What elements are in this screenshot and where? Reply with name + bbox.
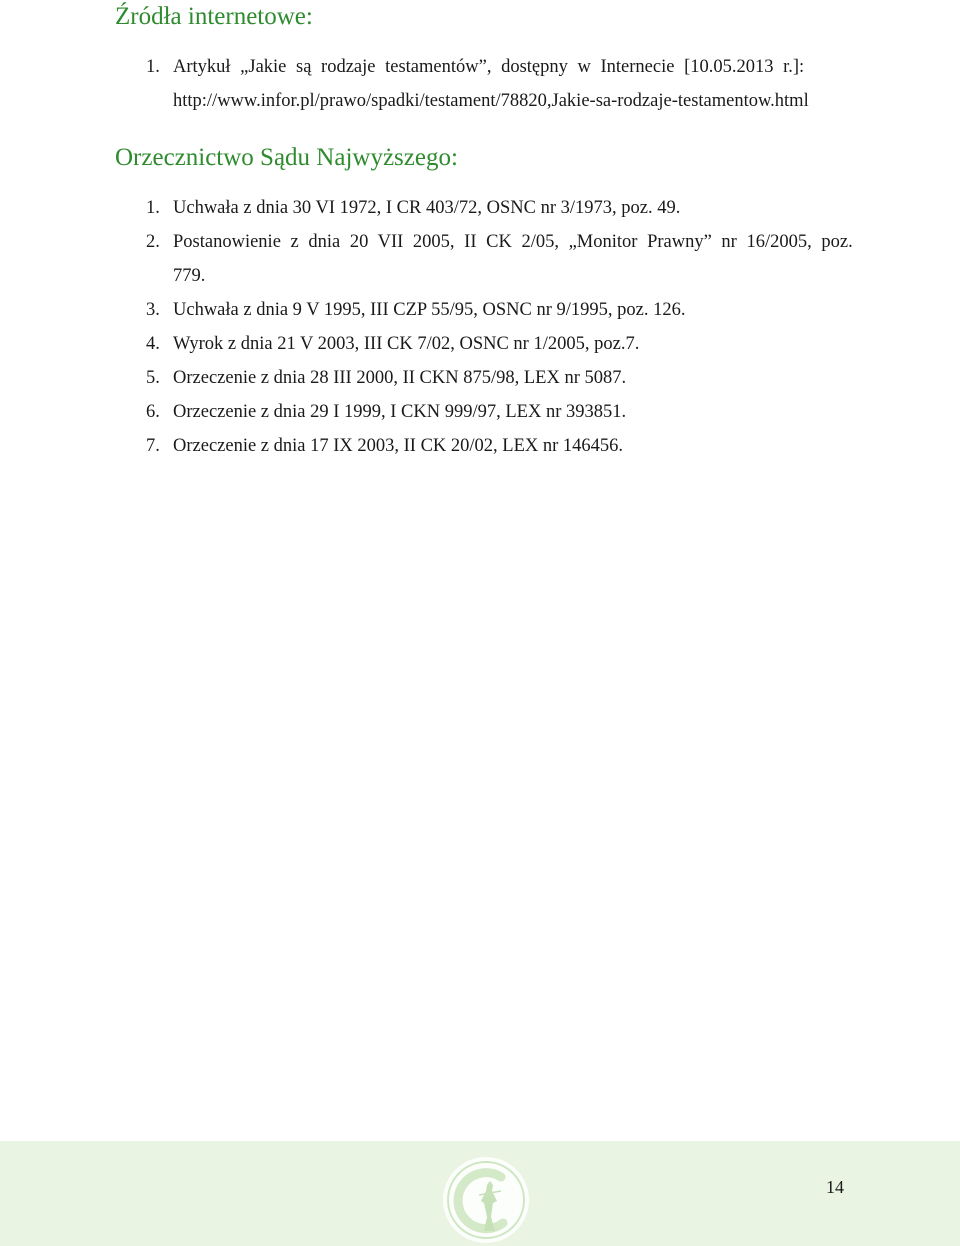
- page-number: 14: [826, 1177, 844, 1197]
- list-item-number: 1.: [146, 198, 160, 218]
- list-item-text: Wyrok z dnia 21 V 2003, III CK 7/02, OSNC nr 1/2005, poz.7.: [173, 334, 640, 354]
- list-item-text: Orzeczenie z dnia 17 IX 2003, II CK 20/02, LEX nr 146456.: [173, 436, 624, 456]
- list-item-text-continuation: 779.: [173, 266, 206, 286]
- list-item-text: Orzeczenie z dnia 28 III 2000, II CKN 875/98, LEX nr 5087.: [173, 368, 627, 388]
- heading-case-law: Orzecznictwo Sądu Najwyższego:: [115, 144, 458, 171]
- source-url-link[interactable]: http://www.infor.pl/prawo/spadki/testament/78820,Jakie-sa-rodzaje-testamentow.html: [173, 91, 809, 111]
- list-item-number: 6.: [146, 402, 160, 422]
- list-item-text: Orzeczenie z dnia 29 I 1999, I CKN 999/97, LEX nr 393851.: [173, 402, 627, 422]
- list-item-number: 3.: [146, 300, 160, 320]
- lady-justice-logo-icon: [441, 1155, 531, 1245]
- list-item-number: 2.: [146, 232, 160, 252]
- list-item-number: 4.: [146, 334, 160, 354]
- list-item-text: Postanowienie z dnia 20 VII 2005, II CK 2/05, „Monitor Prawny” nr 16/2005, poz.: [173, 232, 853, 252]
- list-item-text: Uchwała z dnia 30 VI 1972, I CR 403/72, OSNC nr 3/1973, poz. 49.: [173, 198, 681, 218]
- list-item-text: Uchwała z dnia 9 V 1995, III CZP 55/95, OSNC nr 9/1995, poz. 126.: [173, 300, 686, 320]
- list-item-text: Artykuł „Jakie są rodzaje testamentów”, dostępny w Internecie [10.05.2013 r.]:: [173, 57, 805, 77]
- page-footer: [0, 1141, 960, 1246]
- list-item-number: 5.: [146, 368, 160, 388]
- heading-internet-sources: Źródła internetowe:: [115, 3, 313, 30]
- list-item-number: 7.: [146, 436, 160, 456]
- list-item-number: 1.: [146, 57, 160, 77]
